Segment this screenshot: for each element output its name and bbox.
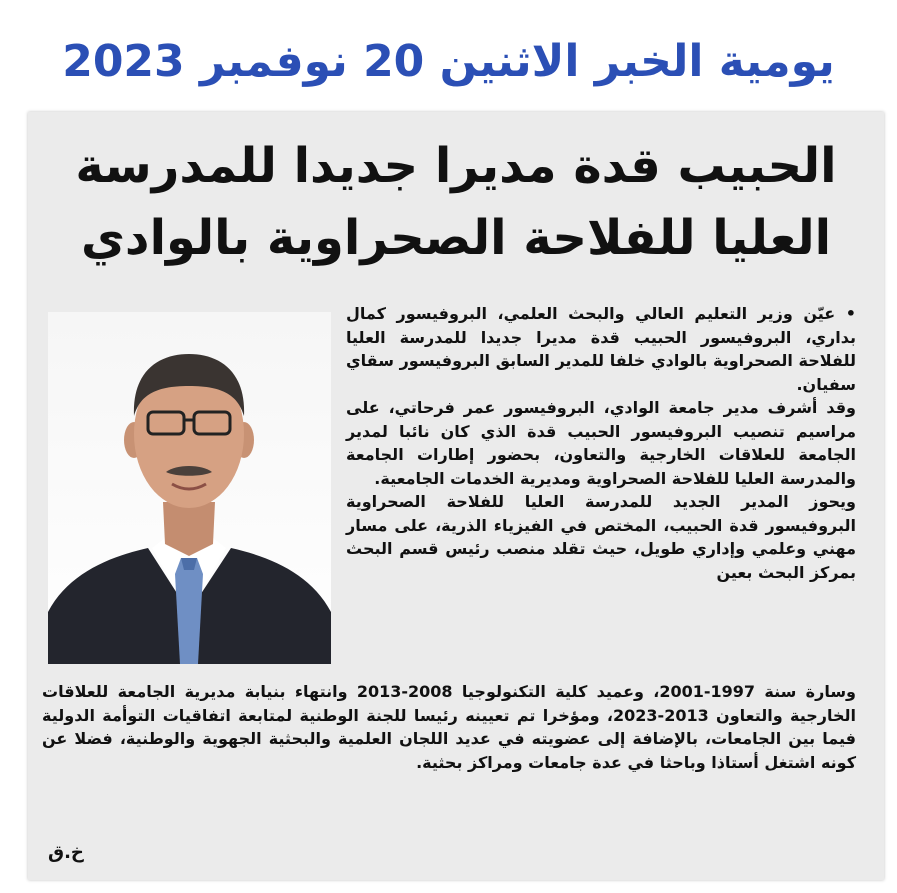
article-paragraph: ويحوز المدير الجديد للمدرسة العليا للفلاحة الصحراوية البروفيسور قدة الحبيب، المختص في الفيزياء الذرية، على مسار مهني وعلمي وإداري طويل، حيث تقلد منصب رئيس قسم البحث بمركز البحث بعين [346,492,856,582]
article-clipping [28,112,884,880]
author-signature: خ.ق [48,842,84,863]
portrait-illustration [48,312,331,664]
article-paragraph: وقد أشرف مدير جامعة الوادي، البروفيسور عمر فرحاتي، على مراسيم تنصيب البروفيسور الحبيب قدة الذي كان نائبا لمدير الجامعة للعلاقات الخارجية والتعاون، بحضور إطارات الجامعة والمدرسة العليا للفلاحة الصحراوية ومديرية الخدمات الجامعية. [346,398,856,488]
article-body-lower [42,680,856,774]
article-paragraph: وسارة سنة 1997-2001، وعميد كلية التكنولوجيا 2008-2013 وانتهاء بنيابة مديرية الجامعة للعلاقات الخارجية والتعاون 2013-2023، ومؤخرا تم تعيينه رئيسا للجنة الوطنية لمتابعة اتفاقيات التوأمة الدولية فيما بين الجامعات، بالإضافة إلى عضويته في عديد اللجان العلمية والبحثية الجهوية والوطنية، فضلا عن كونه اشتغل أستاذا وباحثا في عدة جامعات ومراكز بحثية. [42,682,857,772]
article-headline: الحبيب قدة مديرا جديدا للمدرسة العليا للفلاحة الصحراوية بالوادي [75,138,837,266]
article-paragraph: • عيّن وزير التعليم العالي والبحث العلمي، البروفيسور كمال بداري، البروفيسور الحبيب قدة مديرا جديدا للمدرسة العليا للفلاحة الصحراوية بالوادي خلفا للمدير السابق البروفيسور سقاي سفيان. [346,304,856,394]
portrait-photo [48,312,331,664]
article-body-upper [346,302,856,584]
newspaper-masthead: يومية الخبر الاثنين 20 نوفمبر 2023 [62,36,835,87]
